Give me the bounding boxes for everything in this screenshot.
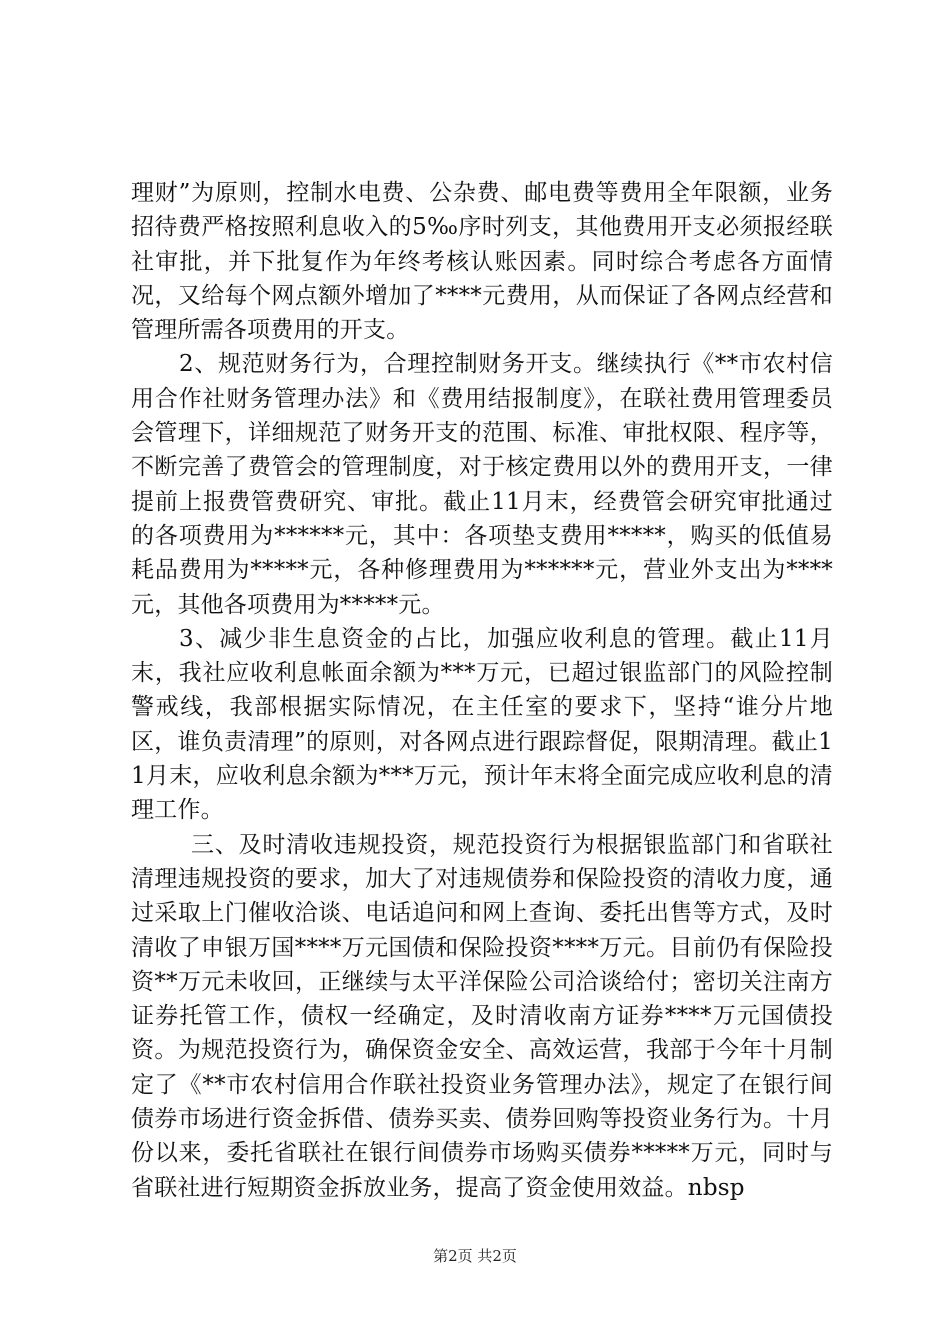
paragraph-section-3: 三、及时清收违规投资，规范投资行为根据银监部门和省联社清理违规投资的要求，加大了对违规债券和保险投资的清收力度，通过采取上门催收洽谈、电话追问和网上查询、委托出售等方式，及时清收了申银万国****万元国债和保险投资****万元。目前仍有保险投资**万元未收回，正继续与太平洋保险公司洽谈给付；密切关注南方证券托管工作，债权一经确定，及时清收南方证券****万元国债投资。为规范投资行为，确保资金安全、高效运营，我部于今年十月制定了《**市农村信用合作联社投资业务管理办法》，规定了在银行间债券市场进行资金拆借、债券买卖、债券回购等投资业务行为。十月份以来，委托省联社在银行间债券市场购买债券*****万元，同时与省联社进行短期资金拆放业务，提高了资金使用效益。nbsp — [131, 831, 833, 1201]
paragraph-continuation: 理财”为原则，控制水电费、公杂费、邮电费等费用全年限额，业务招待费严格按照利息收入的5‰序时列支，其他费用开支必须报经联社审批，并下批复作为年终考核认账因素。同时综合考虑各方面情况，又给每个网点额外增加了****元费用，从而保证了各网点经营和管理所需各项费用的开支。 — [131, 180, 833, 344]
page-number-footer: 第2页 共2页 — [433, 1247, 517, 1265]
paragraph-item-2: 2、规范财务行为，合理控制财务开支。继续执行《**市农村信用合作社财务管理办法》和《费用结报制度》，在联社费用管理委员会管理下，详细规范了财务开支的范围、标准、审批权限、程序等，不断完善了费管会的管理制度，对于核定费用以外的费用开支，一律提前上报费管费研究、审批。截止11月末，经费管会研究审批通过的各项费用为******元，其中：各项垫支费用*****，购买的低值易耗品费用为*****元，各种修理费用为******元，营业外支出为****元，其他各项费用为*****元。 — [131, 351, 833, 618]
paragraph-item-3: 3、减少非生息资金的占比，加强应收利息的管理。截止11月末，我社应收利息帐面余额为***万元，已超过银监部门的风险控制警戒线，我部根据实际情况，在主任室的要求下，坚持“谁分片地区，谁负责清理”的原则，对各网点进行跟踪督促，限期清理。截止11月末，应收利息余额为***万元，预计年末将全面完成应收利息的清理工作。 — [131, 625, 833, 824]
document-body — [131, 176, 833, 1205]
